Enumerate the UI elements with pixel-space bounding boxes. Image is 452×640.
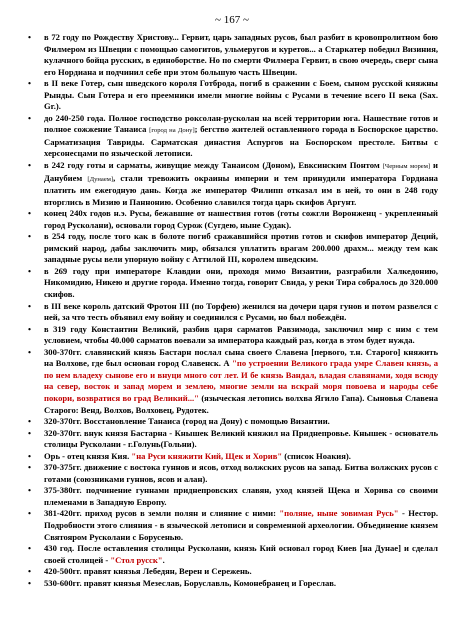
entry-text: 530-600гг. правят князья Мезеслав, Боруславль, Комонебранец и Гореслав. <box>44 577 337 588</box>
entry-text: , стали тревожить окраины империи и тем принудили императора Гордиана платить им ежегодную дань. Когда же император Филипп отказал им в ней, то они в 248 году вторглись в Мизию и Паннонию. Особенно славился тогда царь скифов Аргунт. <box>44 172 438 207</box>
bracket-note: [Дунаем] <box>87 175 114 183</box>
chronology-entry <box>26 301 438 324</box>
chronology-entry <box>26 231 438 266</box>
entry-text: в II веке Готер, сын шведского короля Готброда, погиб в сражении с Боем, сыном русской княжны Рынды. Сын Готера и его преемники имели многие войны с Русами в течение всего II века (Sax. Gr.). <box>44 78 438 112</box>
entry-text: 375-380гг. подчинение гуннами приднепровских славян, уход князей Щека и Хорива со своими племенами в Западную Европу. <box>44 485 438 507</box>
bullet-icon: • <box>28 265 32 276</box>
bullet-icon: • <box>28 78 32 89</box>
bullet-icon: • <box>28 416 32 427</box>
chronology-entry <box>26 347 438 416</box>
quoted-text: "по устроении Великого града умре Славен князь, а по нем владеху сынове его и внуци много сот лет. И бе князь Вандал, владая славянами, ходя всюду на север, восток и запад морем и землею, многие земли на вскрай моря повоева и народы себе покори, возвратися во град Великий..." <box>44 358 438 403</box>
entry-text: 370-375гг. движение с востока гуннов и ясов, отход волжских русов на запад. Битва волжских русов с готами (союзниками гуннов, ясов и алан). <box>44 462 438 484</box>
entry-text: конец 240х годов н.э. Русы, бежавшие от нашествия готов (готы сожгли Воронженц - укрепленный город Русколани), основали город Сурож (Сугдею, ныне Судак). <box>44 208 438 230</box>
entry-text: в 269 году при императоре Клавдии они, проходя мимо Византии, разграбили Халкедонию, Никомидию, Никею и другие города. Именно тогда, говорит Свида, у реки Тира собралось до 320.000 скифов. <box>44 265 438 300</box>
entry-text: в 319 году Константин Великий, разбив царя сарматов Равзимода, заключил мир с ним с тем условием, чтобы 40.000 сарматов воевали за императора каждый раз, когда в этом будет нужда. <box>44 323 438 346</box>
bullet-icon: • <box>28 208 32 219</box>
entry-text: . <box>162 554 165 565</box>
entry-text: Орь - отец князя Кия. <box>44 450 132 461</box>
entry-text: 300-370гг. славянский князь Бастарн послал сына своего Славена [первого, т.н. Старого] княжить на Волхове, где был основан город Славенск. А <box>44 346 438 369</box>
entry-text: - Нестор. Подробности этого слияния - в языческой летописи и современной археологии. Объединение князем Святояром Русколани с Борусенью. <box>44 508 438 542</box>
bullet-icon: • <box>28 231 32 242</box>
entry-text: 381-420гг. приход русов в земли полян и слияние с ними: <box>44 508 280 519</box>
chronology-entry <box>26 113 438 160</box>
chronology-entry <box>26 78 438 113</box>
bullet-icon: • <box>28 32 32 42</box>
entry-text: ; бегство жителей оставленного города в Боспорское царство. Сарматизация Тавриды. Сарматская династия Аспургов на Боспорском престоле. Битвы с херсонесцами по языческой летописи. <box>44 124 438 159</box>
chronology-entry <box>26 462 438 485</box>
chronology-entry <box>26 508 438 543</box>
bullet-icon: • <box>28 300 32 311</box>
entry-text: (языческая летопись волхва Ягило Гапа). Сыновья Славена Старого: Венд, Волхов, Волховец, Рудотек. <box>44 392 438 415</box>
chronology-entry <box>26 324 438 347</box>
entry-text: в 242 году готы и сарматы, живущие между Танаисом (Доном), Евксинским Понтом <box>44 160 383 171</box>
chronology-entry <box>26 428 438 451</box>
bullet-icon: • <box>28 543 32 554</box>
chronology-entry <box>26 208 438 231</box>
bullet-icon: • <box>28 323 32 334</box>
page-number: ~ 167 ~ <box>215 14 249 26</box>
entry-text: 430 год. После оставления столицы Русколани, князь Кий основал город Киев [на Дунае] и сделал своей столицей - <box>44 543 438 565</box>
quoted-text: "Стол русск" <box>110 554 163 565</box>
entry-text: до 240-250 года. Полное господство роксолан-русколан на всей территории юга. Нашествие готов и полное сожжение Танаиса <box>44 112 438 135</box>
bracket-note: [Черным морем] <box>382 163 431 171</box>
entry-text: 320-370гг. Восстановление Танаиса (город на Дону) с помощью Византии. <box>44 416 330 427</box>
bullet-icon: • <box>28 450 32 461</box>
chronology-entry <box>26 485 438 508</box>
entry-text: 420-500гг. правят князья Лебедян, Верен и Сережень. <box>44 566 252 577</box>
chronology-entry <box>26 566 438 578</box>
chronology-entry <box>26 451 438 463</box>
chronology-entry <box>26 578 438 590</box>
chronology-entry <box>26 32 438 78</box>
chronology-entry <box>26 543 438 566</box>
bullet-icon: • <box>28 112 32 123</box>
bullet-icon: • <box>28 566 32 577</box>
entry-text: и Данубием <box>44 160 439 183</box>
bullet-icon: • <box>28 160 32 171</box>
chronology-entry <box>26 266 438 301</box>
entry-text: (список Ноакия). <box>282 450 351 461</box>
bullet-icon: • <box>28 508 32 519</box>
entry-text: 320-370гг. внук князя Бастарна - Кнышек Великий княжил на Приднепровье. Кнышек - основатель столицы Русколани - г.Голунь(Гольни). <box>44 427 438 450</box>
entry-text: в III веке король датский Фротон III (по Торфею) женился на дочери царя гунов и потом развелся с ней, за что тесть объявил ему войну и соединился с Русами, но был побеждён. <box>44 300 438 323</box>
bullet-icon: • <box>28 485 32 496</box>
bullet-icon: • <box>28 346 32 357</box>
quoted-text: "поляне, ныне зовимая Русь" <box>279 508 399 519</box>
bullet-icon: • <box>28 577 32 588</box>
bullet-icon: • <box>28 427 32 438</box>
chronology-list <box>26 32 438 589</box>
chronology-entry <box>26 160 438 208</box>
quoted-text: "на Руси княжити Кий, Щек и Хорив" <box>131 450 283 461</box>
chronology-entry <box>26 416 438 428</box>
entry-text: в 72 году по Рождеству Христову... Гервит, царь западных русов, был разбит в кровопролитном бою Филмером из Швеции с помощью самогитов, ульмеругов и куретов... а Старкатер победил Визиния, кулачного бойца русских, в единоборстве. Но по смерти Филмера Гервит, в свою очередь, сверг сына его Нордиана и подчинил себе при этом большую часть Швеции. <box>44 32 438 77</box>
bullet-icon: • <box>28 462 32 473</box>
bracket-note: [город на Дону] <box>149 127 195 135</box>
entry-text: в 254 году, после того как в болоте погиб сражавшийся против готов и скифов император Деций, римский народ, дабы заключить мир, обязался уплатить врагам 200.000 драхм... между тем как западные русы вели упорную войну с Аттилой III, королем шведским. <box>44 231 438 265</box>
